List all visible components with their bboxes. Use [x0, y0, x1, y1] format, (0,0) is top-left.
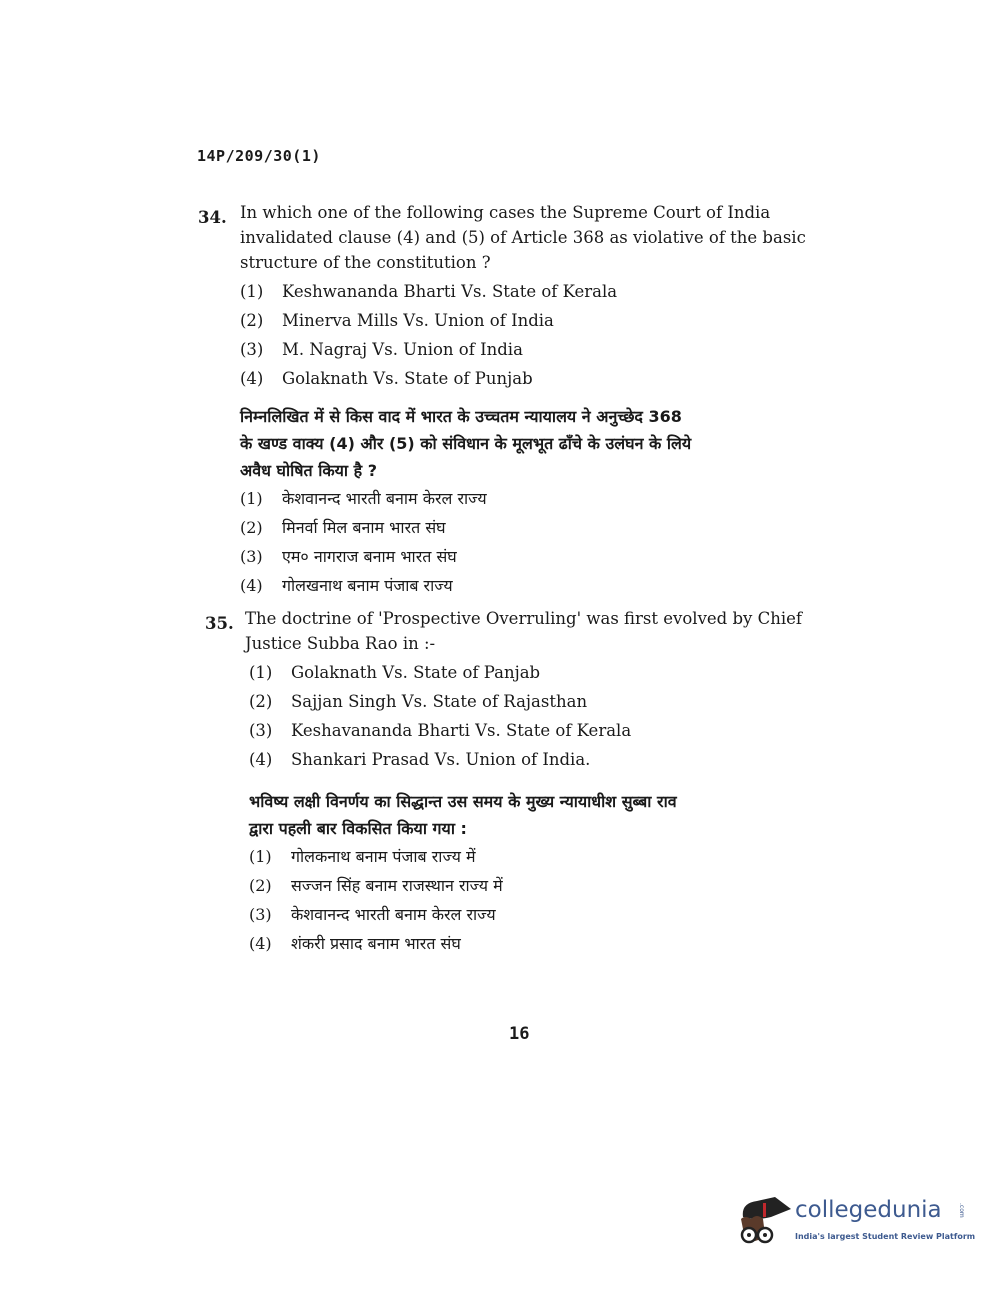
option-number: (4)	[240, 369, 264, 388]
collegedunia-watermark	[735, 1195, 976, 1260]
question-35	[205, 606, 845, 958]
option-text: गोलखनाथ बनाम पंजाब राज्य	[282, 576, 453, 595]
option-number: (1)	[249, 847, 272, 866]
option-number: (2)	[240, 311, 264, 330]
question-number: 35.	[205, 614, 234, 633]
hindi-line: के खण्ड वाक्य (4) और (5) को संविधान के मूलभूत ढाँचे के उलंघन के लिये	[240, 434, 692, 453]
option-number: (4)	[240, 576, 263, 595]
option-text: Minerva Mills Vs. Union of India	[282, 311, 554, 330]
question-line: invalidated clause (4) and (5) of Article 368 as violative of the basic	[240, 228, 806, 247]
hindi-line: निम्नलिखित में से किस वाद में भारत के उच्चतम न्यायालय ने अनुच्छेद 368	[240, 407, 682, 426]
option-text: Keshwananda Bharti Vs. State of Kerala	[282, 282, 618, 301]
option-number: (2)	[240, 518, 263, 537]
option-text: गोलकनाथ बनाम पंजाब राज्य में	[291, 847, 476, 866]
option	[249, 658, 845, 687]
hindi-question-text	[249, 788, 845, 842]
brand-name: collegedunia	[795, 1197, 942, 1223]
option-number: (1)	[249, 663, 273, 682]
question-line: The doctrine of 'Prospective Overruling' was first evolved by Chief	[245, 609, 802, 628]
mascot-icon	[735, 1195, 793, 1255]
hindi-option	[249, 929, 845, 958]
options-list	[249, 658, 845, 774]
hindi-option	[249, 871, 845, 900]
option-number: (3)	[240, 340, 264, 359]
option-text: Shankari Prasad Vs. Union of India.	[291, 750, 591, 769]
hindi-option	[240, 513, 838, 542]
option-number: (3)	[249, 905, 272, 924]
option-number: (4)	[249, 750, 273, 769]
brand-suffix: .com	[958, 1203, 965, 1218]
option-text: एम० नागराज बनाम भारत संघ	[282, 547, 457, 566]
option-text: Golaknath Vs. State of Panjab	[291, 663, 541, 682]
option	[249, 716, 845, 745]
hindi-question-text	[240, 403, 838, 484]
option-number: (3)	[249, 721, 273, 740]
hindi-option	[249, 842, 845, 871]
option-number: (3)	[240, 547, 263, 566]
option-number: (1)	[240, 489, 263, 508]
hindi-option	[240, 542, 838, 571]
question-number: 34.	[198, 208, 227, 227]
option-text: केशवानन्द भारती बनाम केरल राज्य	[282, 489, 487, 508]
hindi-line: द्वारा पहली बार विकसित किया गया :	[249, 819, 467, 838]
options-list	[240, 277, 838, 393]
paper-code: 14P/209/30(1)	[197, 147, 321, 165]
question-text	[240, 200, 838, 275]
hindi-line: अवैध घोषित किया है ?	[240, 461, 377, 480]
question-line: structure of the constitution ?	[240, 253, 491, 272]
option	[249, 687, 845, 716]
option	[240, 335, 838, 364]
hindi-option	[240, 484, 838, 513]
option	[240, 306, 838, 335]
hindi-option	[249, 900, 845, 929]
option-number: (4)	[249, 934, 272, 953]
option-text: मिनर्वा मिल बनाम भारत संघ	[282, 518, 446, 537]
brand-tagline: India's largest Student Review Platform	[795, 1232, 976, 1241]
question-text	[245, 606, 845, 656]
page-number: 16	[509, 1024, 530, 1044]
option-number: (2)	[249, 692, 273, 711]
option	[240, 364, 838, 393]
option-number: (2)	[249, 876, 272, 895]
option-text: Sajjan Singh Vs. State of Rajasthan	[291, 692, 588, 711]
question-line: Justice Subba Rao in :-	[245, 634, 436, 653]
option	[240, 277, 838, 306]
option-text: M. Nagraj Vs. Union of India	[282, 340, 523, 359]
option-text: केशवानन्द भारती बनाम केरल राज्य	[291, 905, 496, 924]
option-number: (1)	[240, 282, 264, 301]
hindi-line: भविष्य लक्षी विनर्णय का सिद्धान्त उस समय के मुख्य न्यायाधीश सुब्बा राव	[249, 792, 677, 811]
hindi-options-list	[249, 842, 845, 958]
option-text: शंकरी प्रसाद बनाम भारत संघ	[291, 934, 461, 953]
hindi-option	[240, 571, 838, 600]
option	[249, 745, 845, 774]
question-line: In which one of the following cases the Supreme Court of India	[240, 203, 771, 222]
option-text: Keshavananda Bharti Vs. State of Kerala	[291, 721, 632, 740]
option-text: Golaknath Vs. State of Punjab	[282, 369, 533, 388]
question-34	[198, 200, 838, 600]
hindi-options-list	[240, 484, 838, 600]
option-text: सज्जन सिंह बनाम राजस्थान राज्य में	[291, 876, 503, 895]
